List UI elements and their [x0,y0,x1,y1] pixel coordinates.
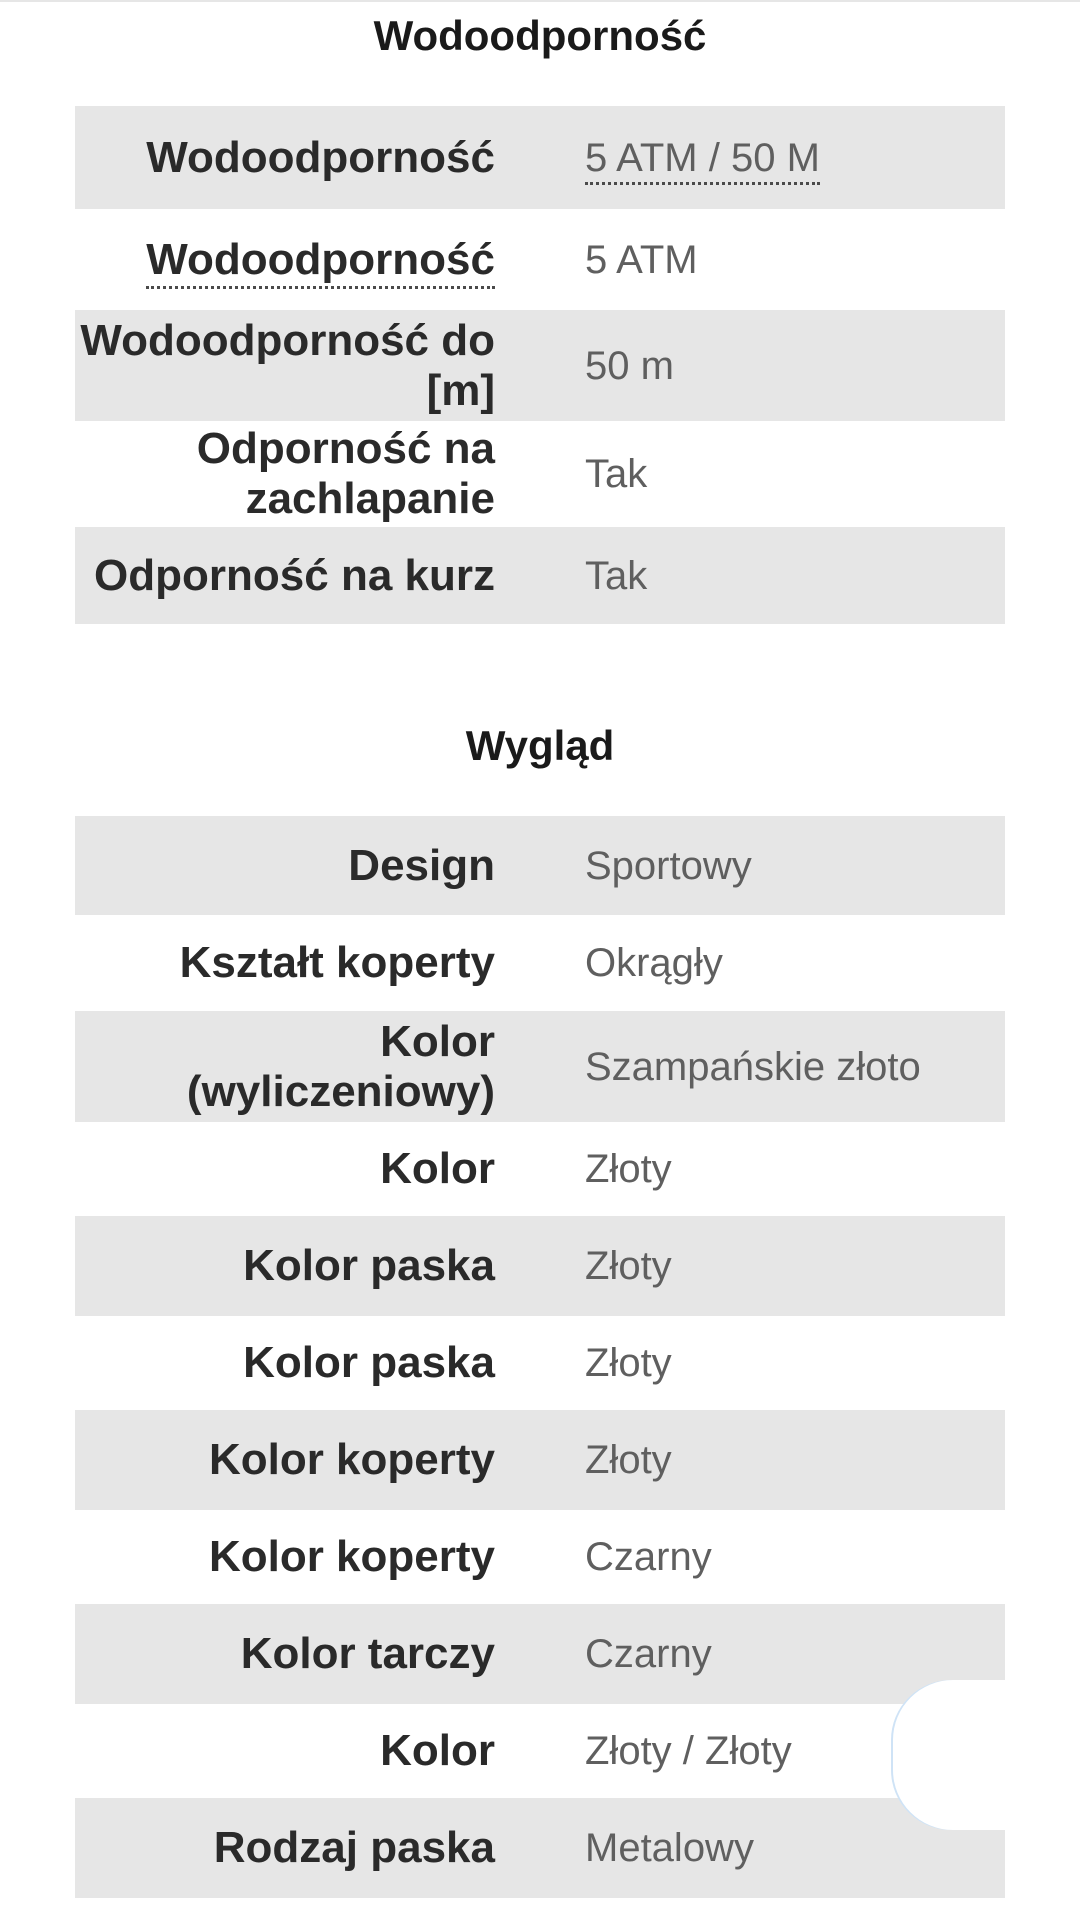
spec-table-wodoodpornosc [75,106,1005,624]
spec-label: Kolor paska [243,1338,495,1387]
spec-row [75,310,1005,421]
spec-label: Kolor koperty [208,1532,495,1581]
spec-value: Tak [585,553,648,598]
spec-label: Design [348,840,495,890]
spec-row [75,915,1005,1011]
spec-label: Kolor koperty [208,1435,495,1484]
spec-value: Czarny [585,1632,712,1676]
spec-row [75,816,1005,915]
spec-label: Kolor paska [243,1241,495,1290]
spec-row [75,1510,1005,1604]
spec-row [75,1604,1005,1704]
spec-value: Metalowy [585,1826,754,1870]
spec-label [75,235,495,285]
spec-label-link[interactable]: Wodoodporność [146,235,495,289]
spec-value: Czarny [585,1535,712,1579]
spec-row [75,1011,1005,1122]
spec-label: Wodoodporność do [m] [80,315,495,415]
spec-value: Złoty [585,1244,672,1288]
spec-row [75,1704,1005,1798]
spec-row [75,1316,1005,1410]
spec-label: Kolor [380,1726,495,1775]
spec-value: Złoty / Złoty [585,1729,792,1773]
spec-row [75,1122,1005,1216]
spec-value: 5 ATM [585,237,698,282]
spec-value: Złoty [585,1438,672,1482]
spec-label: Odporność na zachlapanie [196,424,495,523]
spec-value: Szampańskie złoto [585,1044,921,1089]
spec-value: Złoty [585,1147,672,1191]
spec-value: Tak [585,452,648,496]
floating-overlay[interactable] [893,1680,1080,1830]
spec-label: Kolor (wyliczeniowy) [186,1016,495,1116]
spec-label: Kolor [380,1144,495,1193]
spec-value: Złoty [585,1341,672,1385]
top-divider [0,0,1080,2]
spec-row [75,1216,1005,1316]
spec-label: Kolor tarczy [240,1629,495,1678]
spec-label: Kształt koperty [179,938,495,987]
spec-table-wyglad [75,816,1005,1898]
spec-value [495,133,1005,183]
spec-value: Okrągły [585,941,723,985]
spec-row [75,421,1005,527]
spec-value-link[interactable]: 5 ATM / 50 M [585,136,820,185]
spec-label: Wodoodporność [146,132,495,182]
section-title-wodoodpornosc: Wodoodporność [373,12,707,59]
spec-row [75,1798,1005,1898]
spec-label: Rodzaj paska [213,1823,495,1872]
spec-row [75,527,1005,624]
spec-row [75,1410,1005,1510]
spec-row [75,209,1005,310]
spec-label: Odporność na kurz [94,550,495,600]
spec-value: 50 m [585,343,674,388]
spec-value: Sportowy [585,843,752,888]
section-title-wyglad: Wygląd [465,722,615,769]
spec-row [75,106,1005,209]
